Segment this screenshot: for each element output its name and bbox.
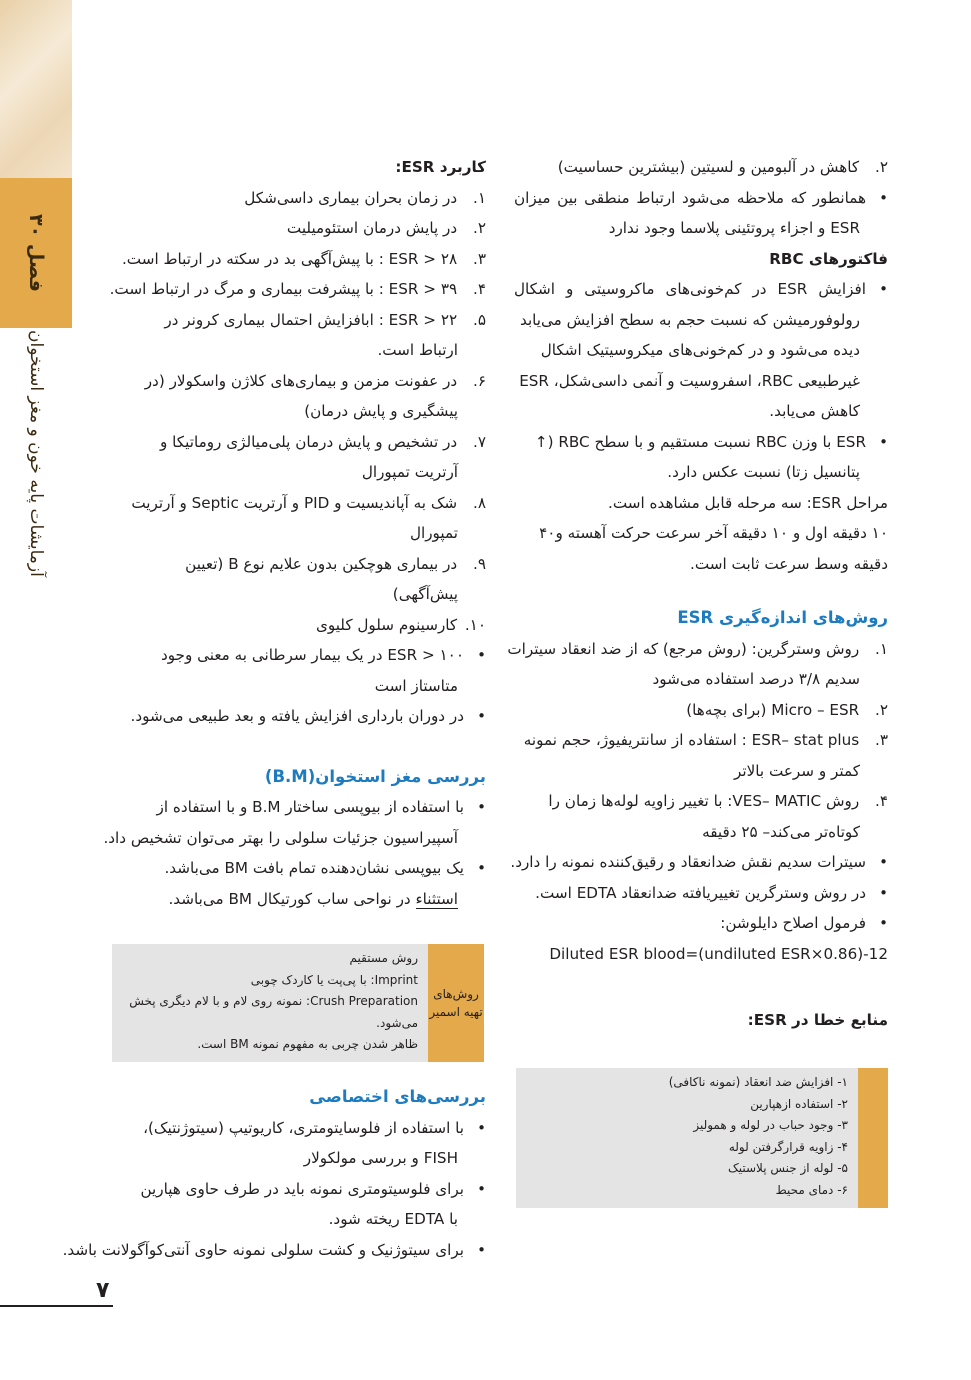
list-continuation: کوتاه‌تر می‌کند– ۲۵ دقیقه	[702, 822, 860, 841]
smear-line: ظاهر شدن چربی به مفهوم نمونه BM است.	[197, 1037, 418, 1051]
smear-box-label: روش‌های تهیه اسمیر	[428, 944, 484, 1062]
list-item: ۴- زاویه قرارگرفتن لوله	[728, 1139, 848, 1154]
footer-rule	[0, 1305, 113, 1307]
left-column	[103, 152, 486, 914]
bullet-item: • با استفاده از فلوسایتومتری، کاریوتیپ (سیتوژنتیک)،	[112, 1113, 486, 1144]
page-number: ۷	[96, 1278, 110, 1303]
bullet-item: • یک بیوپسی نشان‌دهنده تمام بافت BM می‌باشد.	[112, 853, 486, 884]
list-continuation: آرتریت تمپورال	[361, 463, 458, 481]
paragraph-line: مراحل ESR: سه مرحله قابل مشاهده است.	[608, 493, 888, 512]
chapter-label: فصل ۳۰	[25, 214, 47, 292]
chapter-tab	[0, 178, 72, 328]
special-tests-section	[62, 1082, 486, 1265]
bullet-item: • برای فلوسیتومتری نمونه باید در طرف حاوی هپارین	[112, 1174, 486, 1205]
list-item: ۲. Micro – ESR (برای بچه‌ها)	[686, 700, 888, 719]
bullet-continuation: غیرطبیعی RBC، اسفروسیت و آنمی داسی‌شکل، ESR	[519, 371, 860, 390]
smear-line: Crush Preparation: نمونه روی لام و با لام دیگری پخش	[129, 994, 418, 1008]
list-continuation: پیش‌آگهی)	[392, 585, 458, 603]
dilution-formula: Diluted ESR blood=(undiluted ESR×0.86)-12	[549, 944, 888, 963]
error-box-accent	[858, 1068, 888, 1208]
chapter-subject-label: آزمایشات پایه خون و مغز استخوان	[26, 330, 46, 577]
bullet-continuation: دیده می‌شود و در کم‌خونی‌های میکروسیتیک اشکال	[540, 341, 860, 359]
list-continuation: ارتباط است.	[377, 341, 458, 359]
list-item: ۸. شک به آپاندیسیت و PID و آرتریت Septic و آرتریت	[131, 493, 486, 512]
bullet-continuation: استثناء در نواحی ساب کورتیکال BM می‌باشد.	[168, 889, 458, 908]
list-item: ۳- وجود حباب در لوله و همولیز	[693, 1118, 848, 1132]
bullet-continuation: ESR و اجزاء پروتئینی پلاسما وجود ندارد	[608, 219, 860, 237]
bullet-continuation: کاهش می‌یابد.	[769, 402, 860, 420]
bullet-item: • برای سیتوژنیک و کشت سلولی نمونه حاوی آنتی‌کوآگولانت باشد.	[112, 1235, 486, 1266]
list-item: ۴. روش VES– MATIC: با تغییر زاویه لوله‌ها زمان را	[548, 792, 888, 810]
smear-line: روش مستقیم	[349, 951, 418, 965]
bullet-item: • فرمول اصلاح دایلوشن:	[514, 908, 888, 939]
paragraph-line: ۱۰ دقیقه اول و ۱۰ دقیقه آخر سرعت حرکت آهسته و۴۰	[539, 524, 888, 542]
list-continuation: کمتر و سرعت بالاتر	[734, 761, 860, 780]
bullet-continuation: پتانسیل زتا) نسبت عکس دارد.	[667, 463, 860, 481]
decorative-corner	[0, 0, 72, 178]
bullet-item: • با استفاده از بیوپسی ساختار B.M و با استفاده از	[112, 792, 486, 823]
bullet-continuation: آسپیراسیون جزئیات سلولی را بهتر می‌توان تشخیص داد.	[103, 828, 458, 847]
bullet-continuation: متاستاز است	[374, 676, 458, 695]
bullet-item: • سیترات سدیم نقش ضدانعقاد و رقیق‌کننده نمونه را دارد.	[514, 847, 888, 878]
bone-marrow-heading: بررسی مغز استخوان(B.M)	[264, 766, 486, 786]
bullet-item: • در دوران بارداری افزایش یافته و بعد طبیعی می‌شود.	[112, 701, 486, 732]
bullet-item: • ESR با وزن RBC نسبت مستقیم و با سطح RBC (↑	[514, 427, 888, 458]
methods-heading: روش‌های اندازه‌گیری ESR	[677, 608, 888, 627]
list-item: ۵- لوله از جنس پلاستیک	[728, 1161, 848, 1175]
list-item: ۴. ۳۹ < ESR : با پیشرفت بیماری و مرگ در ارتباط است.	[109, 280, 486, 298]
list-item: ۶. در عفونت مزمن و بیماری‌های کلاژن واسکولار (در	[144, 371, 486, 390]
smear-line: Imprint: با پی‌پت یا کاردک چوبی	[250, 972, 418, 987]
bullet-item: • افزایش ESR در کم‌خونی‌های ماکروسیتی و اشکال	[514, 274, 888, 305]
bullet-item: • ۱۰۰ < ESR در یک بیمار سرطانی به معنی وجود	[112, 640, 486, 671]
list-item: ۳. ESR– stat plus : استفاده از سانتریفیوژ، حجم نمونه	[523, 731, 888, 749]
chapter-subject	[0, 330, 72, 630]
list-item: ۱. روش وسترگرین: (روش مرجع) که از ضد انعقاد سیترات	[507, 639, 888, 658]
bullet-continuation: با EDTA ریخته شود.	[328, 1210, 458, 1228]
list-continuation: پیشگیری و پایش درمان)	[304, 402, 458, 420]
list-item: ۱- افزایش ضد انعقاد (نمونه ناکافی)	[668, 1075, 848, 1089]
smear-box-content	[112, 944, 428, 1062]
rbc-heading: فاکتورهای RBC	[769, 249, 888, 268]
bullet-continuation: رولوفورمیشن که نسبت حجم به سطح افزایش می‌یابد	[519, 310, 860, 329]
special-tests-heading: بررسی‌های اختصاصی	[309, 1087, 486, 1106]
list-item: ۹. در بیماری هوچکین بدون علایم نوع B (تعیین	[185, 554, 486, 573]
list-item: ۲. کاهش در آلبومین و لسیتین (بیشترین حساسیت)	[557, 158, 888, 176]
list-item: ۲. در پایش درمان استئومیلیت	[286, 219, 486, 237]
list-item: ۳. ۲۸ < ESR : با پیش‌آگهی بد در سکته در ارتباط است.	[121, 249, 486, 268]
errors-heading: منابع خطا در ESR:	[747, 1011, 888, 1029]
paragraph-line: دقیقه وسط سرعت ثابت است.	[690, 554, 888, 573]
error-sources-box	[516, 1068, 888, 1208]
bullet-continuation: FISH و بررسی مولکولار	[303, 1149, 458, 1167]
list-item: ۵. ۲۲ < ESR : ابافزایش احتمال بیماری کرونر در	[164, 310, 486, 329]
list-item: ۱۰. کارسینوم سلول کلیوی	[315, 615, 486, 634]
smear-line: می‌شود.	[376, 1015, 418, 1030]
list-continuation: سدیم ۳/۸ درصد استفاده می‌شود	[652, 670, 860, 688]
smear-methods-box	[112, 944, 484, 1062]
right-column	[507, 152, 888, 1036]
list-item: ۱. در زمان بحران بیماری داسی‌شکل	[244, 188, 486, 207]
list-continuation: تمپورال	[409, 524, 458, 542]
list-item: ۶- دمای محیط	[775, 1182, 848, 1197]
bullet-item: • در روش وسترگرین تغییریافته ضدانعقاد EDTA است.	[514, 878, 888, 909]
list-item: ۲- استفاده ازهپارین	[750, 1096, 848, 1111]
bullet-item: • همانطور که ملاحظه می‌شود ارتباط منطقی بین میزان	[514, 183, 888, 214]
error-sources-list	[516, 1068, 858, 1208]
uses-heading: کاربرد ESR:	[395, 158, 486, 176]
exception-word: استثناء	[415, 889, 458, 908]
list-item: ۷. در تشخیص و پایش درمان پلی‌میالژی روماتیکا و	[159, 432, 486, 451]
